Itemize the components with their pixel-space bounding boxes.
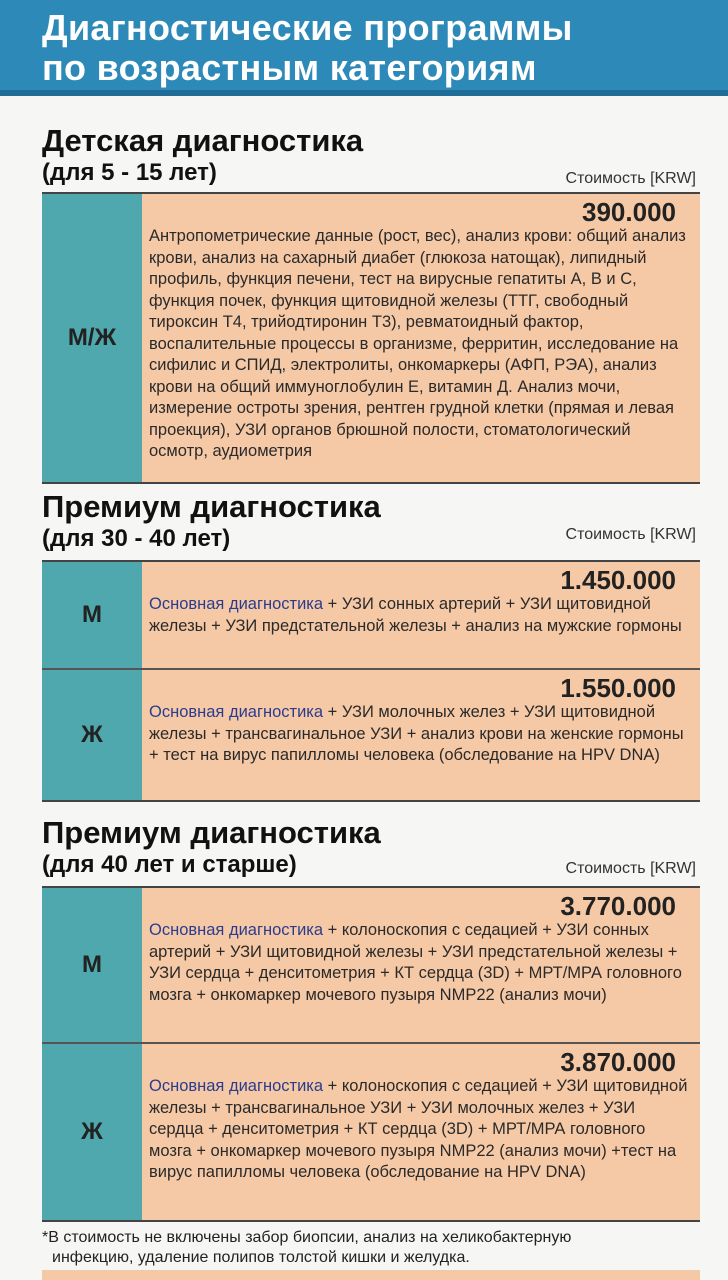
section-title: Детская диагностика xyxy=(42,123,364,158)
description-cell xyxy=(142,1044,700,1220)
gender-cell: М/Ж xyxy=(42,194,142,482)
program-description-text: + УЗИ сонных артерий + УЗИ щитовидной железы + УЗИ предстательной железы + анализ на мужские гормоны xyxy=(149,595,682,635)
description-cell xyxy=(142,888,700,1042)
footnote-line2: инфекцию, удаление полипов толстой кишки и желудка. xyxy=(52,1249,470,1266)
section-subtitle: (для 30 - 40 лет) xyxy=(42,525,231,552)
program-description xyxy=(149,702,690,767)
description-cell xyxy=(142,562,700,668)
price: 3.870.000 xyxy=(560,1047,676,1077)
program-description xyxy=(149,594,690,637)
program-description-text: + УЗИ молочных желез + УЗИ щитовидной железы + трансвагинальное УЗИ + анализ крови на женские гормоны + тест на вирус папилломы человека (обследование на HPV DNA) xyxy=(149,703,684,764)
section-title: Премиум диагностика xyxy=(42,489,381,524)
program-description xyxy=(149,226,690,463)
section-premium-30-40-title xyxy=(42,490,381,554)
table-row xyxy=(42,670,700,800)
page-header xyxy=(0,0,728,96)
section-premium-40-plus-title xyxy=(42,816,381,880)
price: 1.450.000 xyxy=(560,565,676,595)
page-title xyxy=(42,8,728,88)
base-diagnostics-link[interactable]: Основная диагностика xyxy=(149,1077,324,1095)
price: 3.770.000 xyxy=(560,891,676,921)
gender-cell: Ж xyxy=(42,1044,142,1220)
section-subtitle: (для 5 - 15 лет) xyxy=(42,159,217,186)
program-description-text: + колоноскопия с седацией + УЗИ щитовидной железы + трансвагинальное УЗИ + УЗИ молочных желез + УЗИ сердца + денситометрия + КТ сердца (3D) + МРТ/МРА головного мозга + онкомаркер мочевого пузыря NMP22 (анализ мочи) +тест на вирус папилломы человека (обследование на HPV DNA) xyxy=(149,1077,688,1181)
cost-label: Стоимость [KRW] xyxy=(565,860,696,877)
table-row xyxy=(42,888,700,1044)
gender-cell: Ж xyxy=(42,670,142,800)
footnote xyxy=(42,1228,702,1268)
program-description-text: Антропометрические данные (рост, вес), анализ крови: общий анализ крови, анализ на сахарный диабет (глюкоза натощак), липидный профиль, функция печени, тест на вирусные гепатиты А, В и С, функция почек, функция щитовидной железы (ТТГ, свободный тироксин Т4, трийодтиронин Т3), ревматоидный фактор, воспалительные процессы в организме, ферритин, исследование на сифилис и СПИД, электролиты, онкомаркеры (АФП, РЭА), анализ крови на общий иммуноглобулин Е, витамин Д. Анализ мочи, измерение остроты зрения, рентген грудной клетки (прямая и левая проекция), УЗИ органов брюшной полости, стоматологический осмотр, аудиометрия xyxy=(149,227,686,460)
cost-label: Стоимость [KRW] xyxy=(565,170,696,187)
page-title-line2: по возрастным категориям xyxy=(42,47,537,88)
page-title-line1: Диагностические программы xyxy=(42,7,573,48)
program-table-premium-30-40 xyxy=(42,560,700,802)
base-diagnostics-link[interactable]: Основная диагностика xyxy=(149,921,324,939)
footnote-line1: *В стоимость не включены забор биопсии, анализ на хеликобактерную xyxy=(42,1229,572,1246)
table-row xyxy=(42,562,700,670)
description-cell xyxy=(142,670,700,800)
base-diagnostics-link[interactable]: Основная диагностика xyxy=(149,703,324,721)
price: 390.000 xyxy=(582,197,676,227)
table-row xyxy=(42,194,700,482)
section-children-title xyxy=(42,124,363,188)
section-title: Премиум диагностика xyxy=(42,815,381,850)
gender-cell: М xyxy=(42,562,142,668)
bottom-strip xyxy=(42,1270,700,1280)
section-subtitle: (для 40 лет и старше) xyxy=(42,851,297,878)
program-description xyxy=(149,1076,690,1184)
gender-cell: М xyxy=(42,888,142,1042)
cost-label: Стоимость [KRW] xyxy=(565,526,696,543)
program-description-text: + колоноскопия с седацией + УЗИ сонных артерий + УЗИ щитовидной железы + УЗИ предстательной железы + УЗИ сердца + денситометрия + КТ сердца (3D) + МРТ/МРА головного мозга + онкомаркер мочевого пузыря NMP22 (анализ мочи) xyxy=(149,921,682,1004)
base-diagnostics-link[interactable]: Основная диагностика xyxy=(149,595,324,613)
program-table-premium-40-plus xyxy=(42,886,700,1222)
table-row xyxy=(42,1044,700,1220)
program-description xyxy=(149,920,690,1006)
program-table-children xyxy=(42,192,700,484)
description-cell xyxy=(142,194,700,482)
price: 1.550.000 xyxy=(560,673,676,703)
